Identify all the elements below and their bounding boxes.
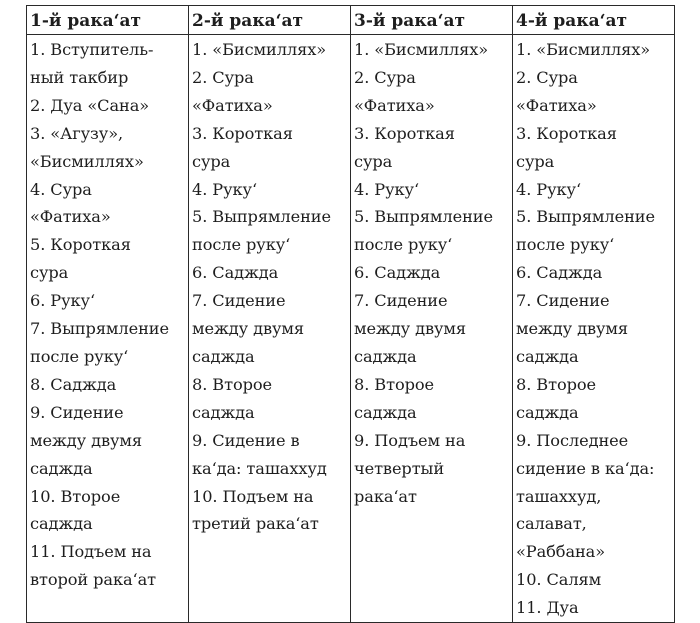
rakat-4-steps [513, 35, 675, 623]
step-item: 3. Короткая сура [354, 123, 455, 171]
rakat-steps-table [26, 5, 675, 623]
step-item: 2. Дуа «Сана» [30, 95, 150, 115]
step-item: 7. Выпрямление после руку‘ [30, 319, 169, 366]
step-item: 5. Выпрямление после руку‘ [516, 207, 655, 255]
header-row [27, 6, 675, 35]
rakat-1-steps [27, 35, 189, 623]
rakat-2-steps [189, 35, 351, 623]
step-item: 8. Второе саджда [516, 374, 596, 422]
step-item: 8. Второе саджда [354, 374, 434, 422]
step-item: 9. Сидение в ка‘да: ташаххуд [192, 430, 327, 478]
step-item: 4. Руку‘ [354, 179, 419, 199]
step-item: 6. Саджда [354, 263, 441, 283]
step-item: 2. Сура «Фатиха» [354, 67, 435, 115]
header-rakat-4: 4-й рака‘ат [513, 6, 675, 35]
step-item: 9. Сидение между двумя саджда [30, 402, 143, 478]
step-item: 8. Второе саджда [192, 374, 272, 422]
step-item: 9. Подъем на четвертый рака‘ат [354, 430, 466, 506]
step-item: 11. Дуа [516, 598, 579, 618]
step-item: 9. Последнее сидение в ка‘да: ташаххуд, салават, «Раббана» [516, 430, 655, 562]
step-item: 1. «Бисмиллях» [354, 40, 489, 59]
step-item: 7. Сидение между двумя саджда [516, 291, 629, 366]
step-item: 8. Саджда [30, 374, 117, 394]
step-item: 6. Саджда [192, 263, 279, 283]
steps-row [27, 35, 675, 623]
step-item: 1. Вступитель- ный такбир [30, 40, 154, 87]
rakat-3-steps [351, 35, 513, 623]
step-item: 10. Салям [516, 570, 602, 590]
step-item: 5. Короткая сура [30, 235, 131, 283]
step-item: 2. Сура «Фатиха» [192, 67, 273, 115]
step-item: 5. Выпрямление после руку‘ [192, 207, 331, 255]
step-item: 6. Саджда [516, 263, 603, 283]
step-item: 6. Руку‘ [30, 291, 95, 311]
step-item: 2. Сура «Фатиха» [516, 67, 597, 115]
step-item: 4. Сура «Фатиха» [30, 179, 111, 227]
step-item: 10. Второе саджда [30, 486, 121, 534]
step-item: 4. Руку‘ [516, 179, 581, 199]
step-item: 11. Подъем на второй рака‘ат [30, 542, 156, 590]
step-item: 10. Подъем на третий рака‘ат [192, 486, 319, 534]
step-item: 5. Выпрямление после руку‘ [354, 207, 493, 255]
step-item: 7. Сидение между двумя саджда [354, 291, 467, 366]
step-item: 4. Руку‘ [192, 179, 257, 199]
step-item: 1. «Бисмиллях» [192, 40, 327, 59]
step-item: 3. Короткая сура [192, 123, 293, 171]
header-rakat-2: 2-й рака‘ат [189, 6, 351, 35]
header-rakat-3: 3-й рака‘ат [351, 6, 513, 35]
step-item: 7. Сидение между двумя саджда [192, 291, 305, 366]
step-item: 3. Короткая сура [516, 123, 617, 171]
step-item: 1. «Бисмиллях» [516, 40, 651, 59]
step-item: 3. «Агузу», «Бисмиллях» [30, 123, 144, 171]
header-rakat-1: 1-й рака‘ат [27, 6, 189, 35]
